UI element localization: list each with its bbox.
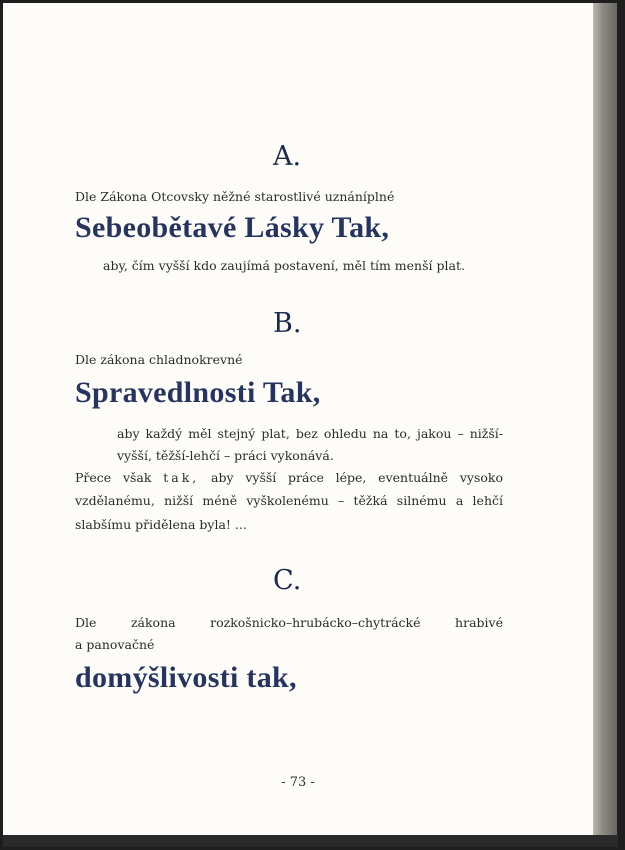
section-c-letter: C. xyxy=(273,565,302,596)
section-b-letter: B. xyxy=(273,308,302,339)
section-b-line-1: aby každý měl stejný plat, bez ohledu na to, jakou – nižší- xyxy=(117,426,503,441)
section-b-intro: Dle zákona chladnokrevné xyxy=(75,352,243,367)
page-number: - 73 - xyxy=(281,775,315,790)
section-b-line-3-pre: Přece však xyxy=(75,470,152,485)
section-b-line-3 xyxy=(75,467,503,488)
section-c-intro-line-2: a panovačné xyxy=(75,637,155,652)
section-b-line-5: slabšímu přidělena byla! ... xyxy=(75,517,247,532)
section-a-letter: A. xyxy=(273,141,302,172)
section-a-title: Sebeobětavé Lásky Tak, xyxy=(75,211,390,244)
section-b-line-3-spaced: tak, xyxy=(163,470,200,485)
section-c-title: domýšlivosti tak, xyxy=(75,661,297,694)
book-page xyxy=(3,3,593,835)
section-a-intro: Dle Zákona Otcovsky něžné starostlivé uznáníplné xyxy=(75,189,395,204)
book-binding-edge xyxy=(593,3,617,835)
section-a-text: aby, čím vyšší kdo zaujímá postavení, měl tím menší plat. xyxy=(103,258,465,273)
section-b-line-3-post: aby vyšší práce lépe, eventuálně vysoko xyxy=(211,470,503,485)
scan-bottom-edge xyxy=(3,835,618,847)
section-b-line-2: vyšší, těžší-lehčí – práci vykonává. xyxy=(117,448,334,463)
section-c-intro-line-1: Dle zákona rozkošnicko–hrubácko–chytrácké hrabivé xyxy=(75,615,503,630)
section-b-title: Spravedlnosti Tak, xyxy=(75,376,321,409)
section-b-line-4: vzdělanému, nižší méně vyškolenému – těžká silnému a lehčí xyxy=(75,493,503,508)
